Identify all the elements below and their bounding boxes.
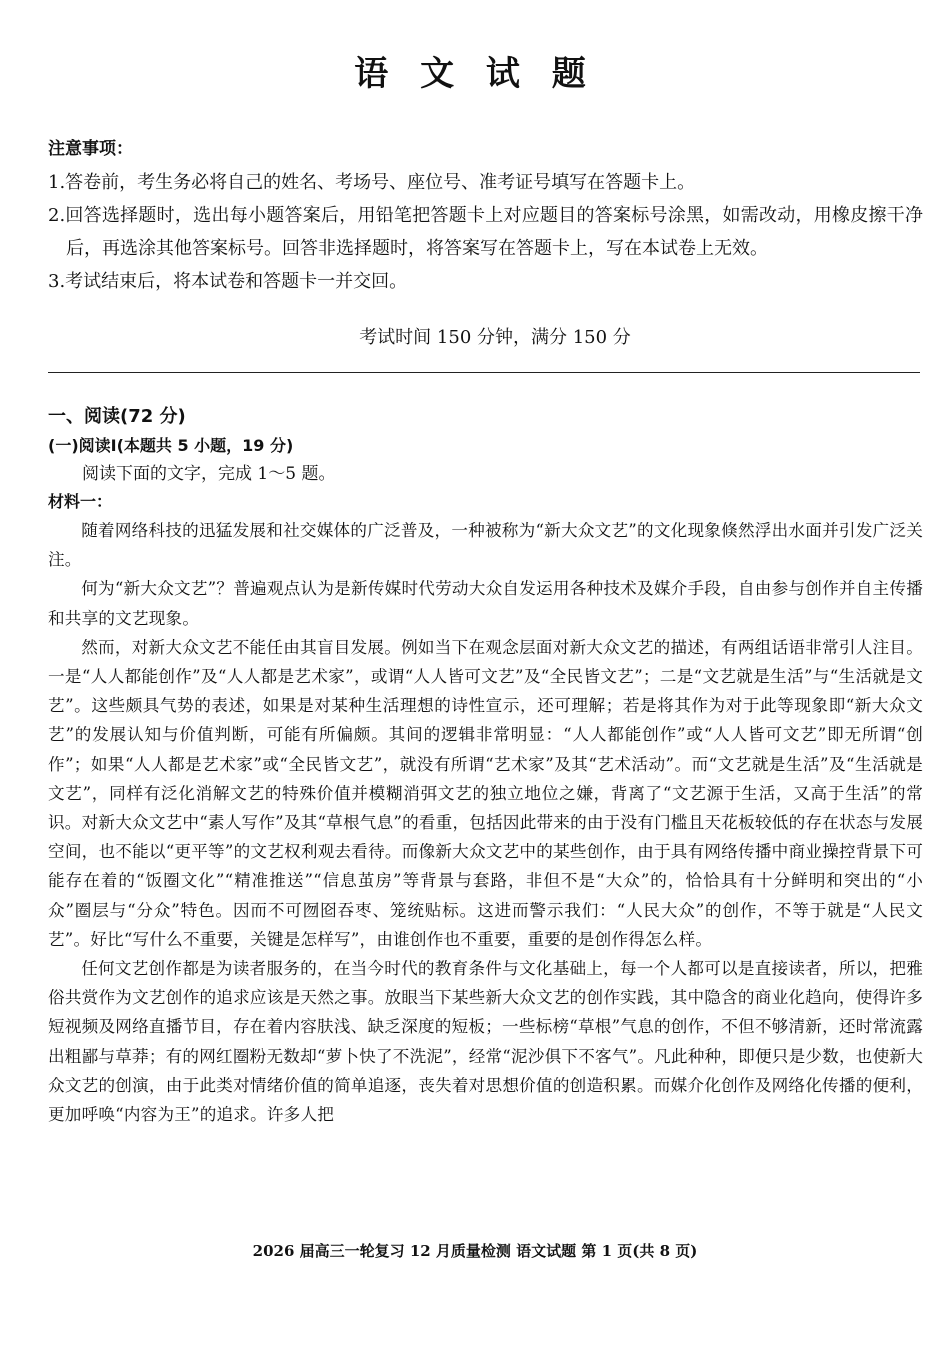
section-title: 一、阅读(72 分) (48, 406, 186, 427)
paragraph: 何为“新大众文艺”？普遍观点认为是新传媒时代劳动大众自发运用各种技术及媒介手段，自由参与创作并自主传播和共享的文艺现象。 (48, 579, 923, 628)
divider (48, 372, 920, 373)
note-item: 2.回答选择题时，选出每小题答案后，用铅笔把答题卡上对应题目的答案标号涂黑，如需改动，用橡皮擦干净后，再选涂其他答案标号。回答非选择题时，将答案写在答题卡上，写在本试卷上无效。 (48, 205, 923, 259)
page-title: 语 文 试 题 (354, 54, 596, 94)
notes-block (48, 133, 923, 298)
notes-heading: 注意事项： (48, 139, 133, 159)
paragraph: 随着网络科技的迅猛发展和社交媒体的广泛普及，一种被称为“新大众文艺”的文化现象倏然浮出水面并引发广泛关注。 (48, 521, 923, 570)
page-footer: 2026 届高三一轮复习 12 月质量检测 语文试题 第 1 页(共 8 页) (252, 1242, 698, 1260)
section-subtitle: (一)阅读Ⅰ(本题共 5 小题，19 分) (48, 436, 294, 455)
note-item: 1.答卷前，考生务必将自己的姓名、考场号、座位号、准考证号填写在答题卡上。 (48, 172, 696, 193)
material-text (48, 516, 923, 1129)
material-label: 材料一： (48, 492, 113, 511)
reading-section (48, 402, 923, 1129)
paragraph: 然而，对新大众文艺不能任由其盲目发展。例如当下在观念层面对新大众文艺的描述，有两组话语非常引人注目。一是“人人都能创作”及“人人都是艺术家”，或谓“人人皆可文艺”及“全民皆文艺”；二是“文艺就是生活”与“生活就是文艺”。这些颇具气势的表述，如果是对某种生活理想的诗性宣示，还可理解；若是将其作为对于此等现象即“新大众文艺”的发展认知与价值判断，可能有所偏颇。其间的逻辑非常明显：“人人都能创作”或“人人皆可文艺”即无所谓“创作”；如果“人人都是艺术家”或“全民皆文艺”，就没有所谓“艺术家”及其“艺术活动”。而“文艺就是生活”及“生活就是文艺”，同样有泛化消解文艺的特殊价值并模糊消弭文艺的独立地位之嫌，背离了“文艺源于生活，又高于生活”的常识。对新大众文艺中“素人写作”及其“草根气息”的看重，包括因此带来的由于没有门槛且天花板较低的存在状态与发展空间，也不能以“更平等”的文艺权利观去看待。而像新大众文艺中的某些创作，由于具有网络传播中商业操控背景下可能存在着的“饭圈文化”“精准推送”“信息茧房”等背景与套路，非但不是“大众”的，恰恰具有十分鲜明和突出的“小众”圈层与“分众”特色。因而不可囫囵吞枣、笼统贴标。这进而警示我们：“人民大众”的创作，不等于就是“人民文艺”。好比“写什么不重要，关键是怎样写”，由谁创作也不重要，重要的是创作得怎么样。 (48, 637, 923, 949)
section-instruction: 阅读下面的文字，完成 1～5 题。 (82, 464, 336, 484)
paragraph: 任何文艺创作都是为读者服务的，在当今时代的教育条件与文化基础上，每一个人都可以是直接读者，所以，把雅俗共赏作为文艺创作的追求应该是天然之事。放眼当下某些新大众文艺的创作实践，其中隐含的商业化趋向，使得许多短视频及网络直播节目，存在着内容肤浅、缺乏深度的短板；一些标榜“草根”气息的创作，不但不够清新，还时常流露出粗鄙与草莽；有的网红圈粉无数却“萝卜快了不洗泥”，经常“泥沙俱下不客气”。凡此种种，即便只是少数，也使新大众文艺的创演，由于此类对情绪价值的简单追逐，丧失着对思想价值的创造积累。而媒介化创作及网络化传播的便利，更加呼唤“内容为王”的追求。许多人把 (48, 959, 923, 1125)
note-item: 3.考试结束后，将本试卷和答题卡一并交回。 (48, 271, 408, 292)
exam-time: 考试时间 150 分钟，满分 150 分 (359, 327, 631, 348)
